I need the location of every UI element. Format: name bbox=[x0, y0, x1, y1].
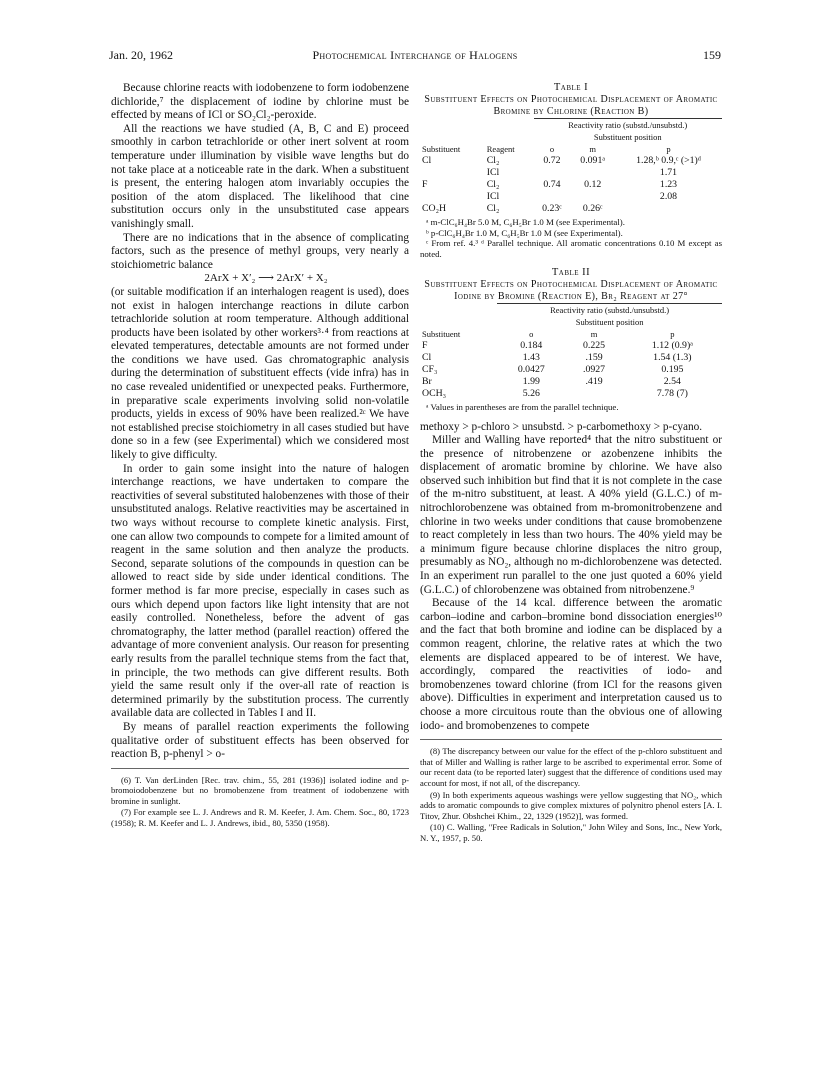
table-cell: 1.12 (0.9)ᵃ bbox=[651, 340, 693, 351]
footnote: (7) For example see L. J. Andrews and R. M. Keefer, J. Am. Chem. Soc., 80, 1723 (1958); R. M. Keefer and L. J. Andrews, ibid., 80, 5350 (1958). bbox=[111, 807, 409, 829]
table-cell: 0.091ᵃ bbox=[580, 155, 606, 166]
table-cell: 1.43 bbox=[522, 352, 540, 363]
footnote: (8) The discrepancy between our value for the effect of the p-chloro substituent and that of Miller and Walling is rather large to be ascribed to experimental error. Some of our recent data (to be reported later) suggest that the difference of conditions used may account for most, if not all, of the discrepancy. bbox=[420, 746, 722, 788]
table-row bbox=[420, 203, 722, 215]
table-notes bbox=[420, 402, 722, 413]
table-2 bbox=[420, 267, 722, 413]
paragraph: Because chlorine reacts with iodobenzene to form iodobenzene dichloride,⁷ the displacement of iodine by chlorine must be effected by means of ICl or SO₂Cl₂-peroxide. bbox=[111, 82, 409, 122]
paragraph: All the reactions we have studied (A, B, C and E) proceed smoothly in carbon tetrachloride or other inert solvent at room temperature under illumination by visible wave lengths but do not take place at a noticeable rate in the dark. When a substituent is present, the entering halogen atom invariably occupies the position of the atom displaced. The likelihood that cine substitution occurs only in the unsubstituted case appears vanishingly small. bbox=[111, 122, 409, 230]
table-cell: Cl₂ bbox=[486, 155, 500, 166]
table-row bbox=[420, 340, 722, 352]
paragraph: By means of parallel reaction experiments the following qualitative order of substituent effects has been observed for reaction B, p-phenyl > o- bbox=[111, 720, 409, 761]
footnote-rule bbox=[420, 739, 722, 740]
table-cell bbox=[420, 167, 485, 179]
table-cell: Cl₂ bbox=[486, 203, 500, 214]
table-cell bbox=[420, 191, 485, 203]
paragraph: In order to gain some insight into the nature of halogen interchange reactions, we have undertaken to compare the reactivities of several substituted halobenzenes with those of their unsubstituted analogs. Relative reactivities may be ascertained in two ways without recourse to complete kinetic analysis. First, one can allow two compounds to compete for a limited amount of reagent in the same solution and then analyze the products. Second, separate solutions of the compounds in question can be allowed to react side by side under identical conditions. The former method is far more precise, especially in cases such as ours which depend upon factors like light intensity that are not easily controlled. Nonetheless, before the advent of gas chromatography, the latter method (parallel reaction) offered the advantage of more convenient analysis. Our reason for presenting early results from the parallel technique stems from the fact that, in principle, the two methods can give different results. Both yield the same result only if the over-all rate of reaction is determined primarily by the substitution process. The currently available data are collected in Tables I and II. bbox=[111, 462, 409, 720]
table-cell: 0.72 bbox=[543, 155, 561, 166]
paragraph: There are no indications that in the absence of complicating factors, such as the presence of methyl groups, very nearly a stoichiometric balance bbox=[111, 231, 409, 271]
table-1 bbox=[420, 82, 722, 259]
table-cell: Cl bbox=[422, 352, 432, 363]
table-title: Substituent Effects on Photochemical Displacement of Aromatic Iodine by Bromine (Reaction E), Br₂ Reagent at 27° bbox=[424, 279, 718, 302]
right-column bbox=[420, 82, 722, 845]
table-cell: ICl bbox=[486, 191, 500, 202]
table-cell: F bbox=[422, 340, 428, 351]
table-2-grid bbox=[420, 303, 722, 400]
table-group-header: Reactivity ratio (substd./unsubstd.) bbox=[534, 119, 722, 132]
table-1-grid bbox=[420, 118, 722, 215]
paragraph: (or suitable modification if an interhalogen reagent is used), does not exist in halogen interchange reactions in dilute carbon tetrachloride solution at room temperature. Although additional products have been isolated by other workers³·⁴ from reactions at elevated temperatures, detectable amounts are not formed under the conditions we have used. Gas chromatographic analysis during the determination of substituent effects (vide infra) has in no case revealed unidentified or unexpected peaks. Furthermore, in preparative scale experiments involving solid non-volatile products, yields in excess of 90% have been realized.²ᶜ We have not established precise stoichiometry in all cases studied but have done so in a few (see Experimental) which we considered most likely to give difficulty. bbox=[111, 285, 409, 462]
table-cell: ICl bbox=[486, 167, 500, 178]
table-cell: F bbox=[422, 179, 428, 190]
table-row bbox=[420, 388, 722, 400]
table-sub-header: Substituent position bbox=[593, 132, 662, 142]
table-cell: OCH₃ bbox=[422, 388, 447, 399]
table-note: ᵃ Values in parentheses are from the parallel technique. bbox=[426, 402, 619, 412]
table-cell: 0.26ᶜ bbox=[582, 203, 603, 214]
page-number: 159 bbox=[703, 48, 721, 62]
column-header: Reagent bbox=[486, 144, 515, 154]
table-cell bbox=[570, 191, 615, 203]
footnote: (9) In both experiments aqueous washings were yellow suggesting that NO₂, which adds to aromatic compounds to give complex mixtures of polynitro phenol esters [A. I. Titov, Zhur. Obshchei Khim., 22, 1329 (1952)], was formed. bbox=[420, 789, 722, 821]
table-cell: Br bbox=[422, 376, 432, 387]
footnote: (10) C. Walling, "Free Radicals in Solution," John Wiley and Sons, Inc., New York, N. Y., 1957, p. 50. bbox=[420, 822, 722, 843]
table-cell bbox=[570, 167, 615, 179]
column-header: o bbox=[549, 144, 555, 154]
table-note: ᶜ From ref. 4.³ ᵈ Parallel technique. All aromatic concentrations 0.10 M except as noted. bbox=[420, 238, 722, 259]
footnote: (6) T. Van derLinden [Rec. trav. chim., 55, 281 (1936)] isolated iodine and p-bromoiodobenzene but no bromobenzene from treatment of iodobenzene with bromine in sunlight. bbox=[111, 774, 409, 806]
table-cell: 0.74 bbox=[543, 179, 561, 190]
header-date: Jan. 20, 1962 bbox=[109, 48, 173, 62]
table-cell: .159 bbox=[585, 352, 603, 363]
column-header: m bbox=[589, 144, 596, 154]
table-cell: 0.195 bbox=[661, 364, 684, 375]
table-cell: CO₂H bbox=[422, 203, 447, 214]
table-cell: CF₃ bbox=[422, 364, 438, 375]
table-cell: 0.0427 bbox=[517, 364, 545, 375]
table-sub-header: Substituent position bbox=[575, 317, 644, 327]
left-column bbox=[111, 82, 409, 830]
equation: 2ArX + X′₂ ⟶ 2ArX′ + X₂ bbox=[204, 272, 328, 285]
table-cell: 1.28,ᵇ 0.9,ᶜ (>1)ᵈ bbox=[636, 155, 701, 166]
table-cell bbox=[534, 167, 571, 179]
table-cell: 7.78 (7) bbox=[656, 388, 688, 399]
column-header: Substituent bbox=[422, 144, 461, 154]
table-row bbox=[420, 167, 722, 179]
table-cell: 1.99 bbox=[522, 376, 540, 387]
table-caption: Table I bbox=[553, 82, 589, 93]
table-cell: 0.225 bbox=[583, 340, 606, 351]
table-cell: 5.26 bbox=[522, 388, 540, 399]
table-cell: 0.184 bbox=[520, 340, 543, 351]
table-cell: 0.23ᶜ bbox=[542, 203, 562, 214]
table-cell bbox=[615, 203, 722, 215]
table-title: Substituent Effects on Photochemical Displacement of Aromatic Bromine by Chlorine (Reaction B) bbox=[424, 94, 718, 117]
header-title: Photochemical Interchange of Halogens bbox=[312, 48, 518, 62]
footnote-rule bbox=[111, 768, 409, 769]
table-row bbox=[420, 179, 722, 191]
footnotes-right bbox=[420, 746, 722, 843]
column-header: p bbox=[670, 329, 675, 339]
table-cell: .419 bbox=[585, 376, 603, 387]
table-cell: 1.71 bbox=[659, 167, 678, 178]
paragraph: Miller and Walling have reported⁴ that the nitro substituent or the presence of nitrobenzene or azobenzene inhibits the displacement of aromatic bromine by chlorine. We have also observed such inhibition but find that it is not complete in the case of the m-nitro substituent, at least. A 40% yield (G.L.C.) of m-nitrochlorobenzene was obtained from m-bromonitrobenzene and chlorine in two weeks under conditions that cause bromobenzene to react completely in less than two hours. The 40% yield may be a minimum figure because chlorine displaces the nitro group, presumably as NO₂, although no m-dichlorobenzene was detected. In an experiment run parallel to the one just quoted a 60% yield (G.L.C.) of chlorobenzene was obtained from nitrobenzene.⁹ bbox=[420, 434, 722, 596]
paragraph: methoxy > p-chloro > unsubstd. > p-carbomethoxy > p-cyano. bbox=[420, 420, 703, 433]
table-cell bbox=[565, 388, 622, 400]
table-note: ᵇ p-ClC₆H₄Br 1.0 M, C₆H₅Br 1.0 M (see Experimental). bbox=[426, 227, 623, 238]
table-row bbox=[420, 376, 722, 388]
table-cell: 2.08 bbox=[659, 191, 678, 202]
table-caption: Table II bbox=[551, 267, 591, 278]
table-cell: Cl bbox=[422, 155, 432, 166]
table-cell: 0.12 bbox=[584, 179, 602, 190]
column-header: o bbox=[529, 329, 534, 339]
table-group-header: Reactivity ratio (substd./unsubstd.) bbox=[497, 304, 722, 317]
table-row bbox=[420, 191, 722, 203]
column-header: m bbox=[590, 329, 598, 339]
table-cell: Cl₂ bbox=[486, 179, 500, 190]
table-cell: 2.54 bbox=[663, 376, 681, 387]
table-cell: .0927 bbox=[583, 364, 606, 375]
table-notes bbox=[420, 217, 722, 259]
table-row bbox=[420, 364, 722, 376]
table-row bbox=[420, 352, 722, 364]
right-body-text bbox=[420, 421, 722, 734]
table-row bbox=[420, 155, 722, 167]
table-cell bbox=[534, 191, 571, 203]
column-header: Substituent bbox=[422, 329, 461, 339]
table-cell: 1.54 (1.3) bbox=[653, 352, 692, 363]
paragraph: Because of the 14 kcal. difference between the aromatic carbon–iodine and carbon–bromine bond dissociation energies¹⁰ and the fact that both bromine and iodine can be displaced by a common reagent, chlorine, the relative rates at which the two elements are displaced appeared to be of interest. We have, accordingly, compared the reactivities of iodo- and bromobenzenes toward chlorine (from ICl for the reasons given above). Difficulties in experiment and interpretation caused us to choose a more circuitous route than the obvious one of allowing iodo- and bromobenzenes to compete bbox=[420, 597, 722, 732]
column-header: p bbox=[666, 144, 671, 154]
footnotes-left bbox=[111, 775, 409, 829]
table-cell: 1.23 bbox=[659, 179, 678, 190]
running-header bbox=[109, 48, 721, 64]
table-note: ᵃ m-ClC₆H₄Br 5.0 M, C₆H₅Br 1.0 M (see Experimental). bbox=[426, 217, 625, 227]
